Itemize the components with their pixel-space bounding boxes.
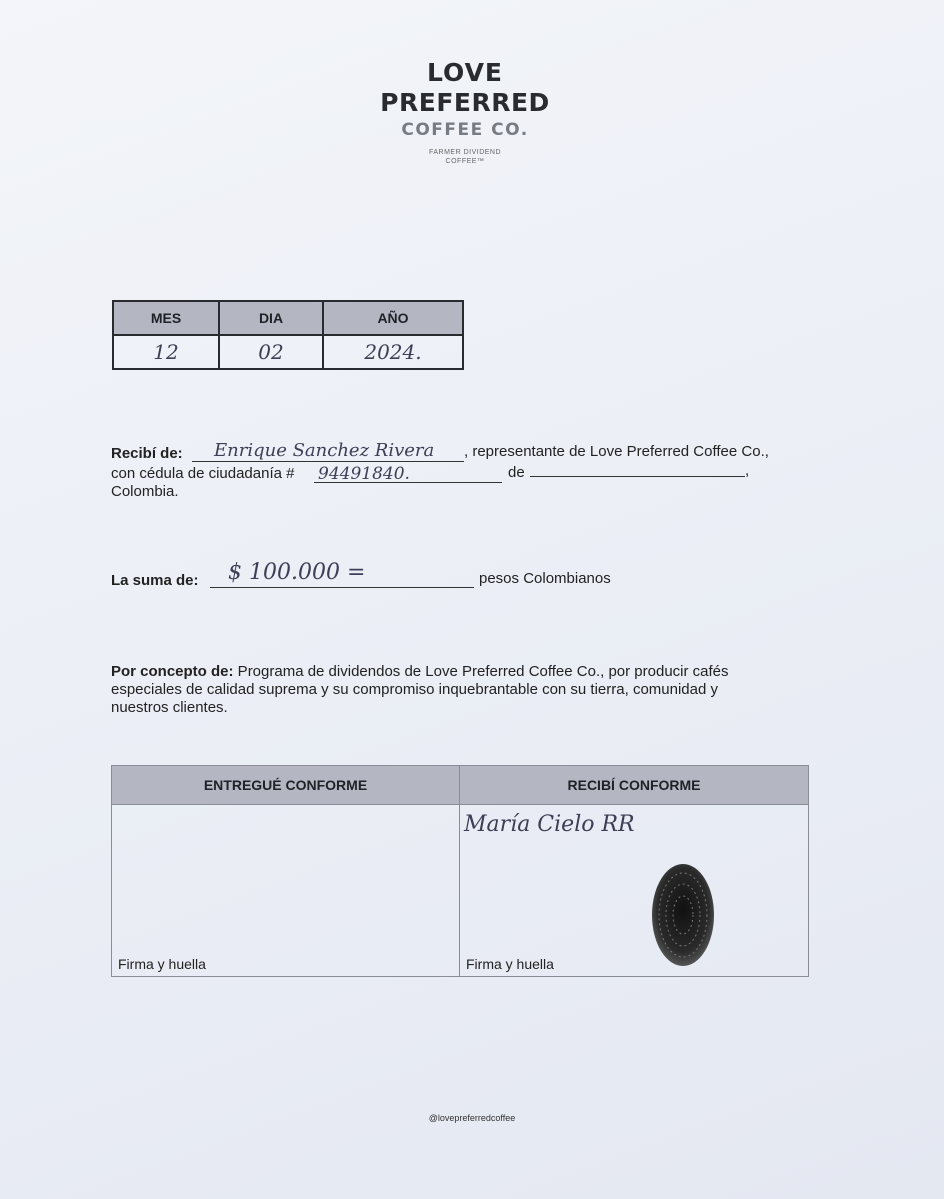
suma-value: $ 100.000 =: [228, 560, 366, 585]
header-ano: AÑO: [323, 301, 463, 335]
date-table: [112, 300, 464, 370]
entregue-firma-label: Firma y huella: [118, 956, 206, 972]
recibi-header: RECIBÍ CONFORME: [460, 766, 808, 805]
logo-tagline-1: FARMER DIVIDEND: [428, 149, 502, 156]
concepto-line-2: especiales de calidad suprema y su compromiso inquebrantable con su tierra, comunidad y: [111, 681, 718, 698]
signature-column-recibi: [460, 766, 808, 976]
recibi-firma-label: Firma y huella: [466, 956, 554, 972]
suma-suffix: pesos Colombianos: [479, 570, 611, 587]
ciudad-comma: ,: [745, 462, 750, 479]
logo-line-preferred: PREFERRED: [380, 88, 550, 117]
signature-column-entregue: [112, 766, 460, 976]
concepto-label: Por concepto de:: [111, 663, 234, 680]
concepto-line-3: nuestros clientes.: [111, 699, 228, 716]
header-mes: MES: [113, 301, 219, 335]
brand-logo: [340, 58, 590, 166]
suma-label: La suma de:: [111, 572, 199, 589]
instagram-handle: @lovepreferredcoffee: [428, 1113, 516, 1123]
cell-dia: [219, 335, 323, 369]
value-ano: 2024.: [364, 340, 422, 364]
cedula-value: 94491840.: [318, 464, 410, 484]
recibi-signature: María Cielo RR: [464, 812, 635, 837]
concepto-line-1: [111, 663, 729, 681]
header-dia: DIA: [219, 301, 323, 335]
cell-mes: [113, 335, 219, 369]
recibi-value: Enrique Sanchez Rivera: [214, 440, 435, 461]
representante-text: , representante de Love Preferred Coffee Co.,: [464, 443, 769, 460]
logo-line-love: LOVE: [426, 58, 504, 87]
de-text: de: [508, 464, 525, 481]
signature-table: [111, 765, 809, 977]
entregue-header: ENTREGUÉ CONFORME: [112, 766, 459, 805]
ciudad-line: [530, 462, 745, 477]
value-mes: 12: [153, 340, 179, 364]
concepto-text-1: Programa de dividendos de Love Preferred Coffee Co., por producir cafés: [233, 663, 729, 680]
cedula-text: con cédula de ciudadanía #: [111, 465, 295, 482]
logo-tagline-2: COFFEE™: [445, 158, 485, 165]
value-dia: 02: [258, 340, 284, 364]
logo-line-coffee: COFFEE CO.: [401, 120, 529, 140]
colombia-text: Colombia.: [111, 483, 179, 500]
thumbprint-icon: [650, 862, 716, 968]
recibi-label: Recibí de:: [111, 445, 183, 462]
cell-ano: [323, 335, 463, 369]
